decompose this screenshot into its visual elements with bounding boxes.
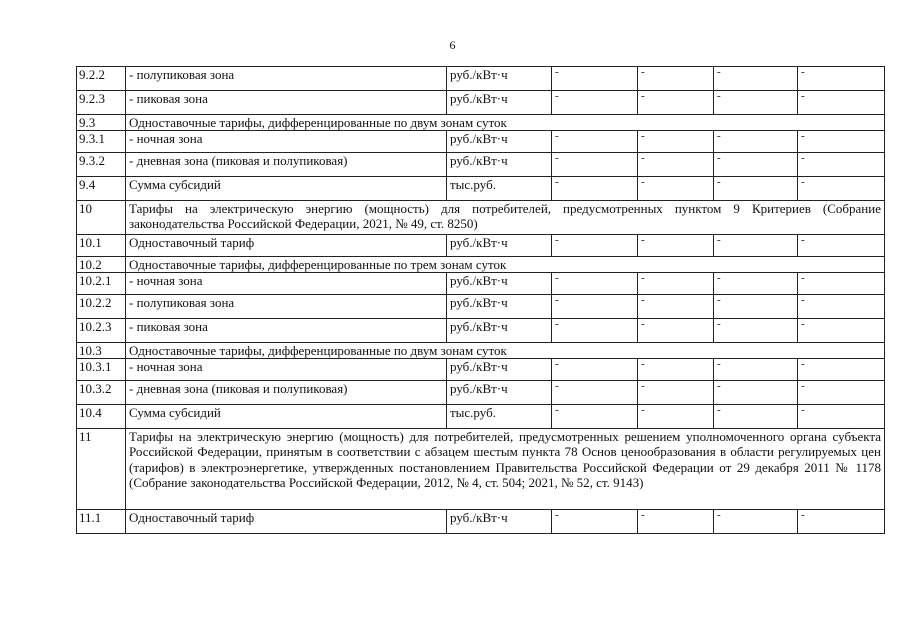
row-value: - xyxy=(714,295,798,319)
row-label: - ночная зона xyxy=(126,131,447,153)
row-value: - xyxy=(638,91,714,115)
row-value: - xyxy=(552,91,638,115)
row-value: - xyxy=(714,359,798,381)
table-row xyxy=(77,510,885,534)
row-value: - xyxy=(714,510,798,534)
row-number: 11 xyxy=(77,429,126,510)
row-number: 10.4 xyxy=(77,405,126,429)
row-unit: руб./кВт·ч xyxy=(447,153,552,177)
row-number: 10.3.2 xyxy=(77,381,126,405)
row-unit: руб./кВт·ч xyxy=(447,295,552,319)
table-row xyxy=(77,295,885,319)
row-value: - xyxy=(552,381,638,405)
row-label: Сумма субсидий xyxy=(126,177,447,201)
row-label: Сумма субсидий xyxy=(126,405,447,429)
row-value: - xyxy=(714,153,798,177)
row-unit: руб./кВт·ч xyxy=(447,510,552,534)
row-value: - xyxy=(798,91,885,115)
row-unit: руб./кВт·ч xyxy=(447,359,552,381)
row-number: 10.1 xyxy=(77,235,126,257)
row-unit: руб./кВт·ч xyxy=(447,91,552,115)
row-value: - xyxy=(798,405,885,429)
row-number: 10.2 xyxy=(77,257,126,273)
row-value: - xyxy=(552,319,638,343)
row-unit: руб./кВт·ч xyxy=(447,381,552,405)
row-value: - xyxy=(714,131,798,153)
row-number: 10.3 xyxy=(77,343,126,359)
row-value: - xyxy=(552,177,638,201)
row-value: - xyxy=(798,359,885,381)
row-value: - xyxy=(798,131,885,153)
section-title: Тарифы на электрическую энергию (мощность) для потребителей, предусмотренных решением уполномоченного органа субъекта Российской Федерации, принятым в соответствии с абзацем шестым пункта 78 Основ ценообразования в области регулируемых цен (тарифов) в электроэнергетике, утвержденных постановлением Правительства Российской Федерации от 29 декабря 2011 № 1178 (Собрание законодательства Российской Федерации, 2012, № 4, ст. 504; 2021, № 52, ст. 9143) xyxy=(126,429,885,510)
table-row xyxy=(77,67,885,91)
row-value: - xyxy=(798,273,885,295)
row-value: - xyxy=(638,319,714,343)
row-value: - xyxy=(552,359,638,381)
row-value: - xyxy=(798,235,885,257)
row-value: - xyxy=(552,131,638,153)
row-value: - xyxy=(638,405,714,429)
row-label: - полупиковая зона xyxy=(126,67,447,91)
row-label: - полупиковая зона xyxy=(126,295,447,319)
row-value: - xyxy=(552,153,638,177)
table-row xyxy=(77,319,885,343)
section-row xyxy=(77,343,885,359)
row-value: - xyxy=(552,235,638,257)
row-value: - xyxy=(798,510,885,534)
row-value: - xyxy=(638,273,714,295)
row-value: - xyxy=(552,510,638,534)
section-title: Одноставочные тарифы, дифференцированные по двум зонам суток xyxy=(126,115,885,131)
row-label: Одноставочный тариф xyxy=(126,510,447,534)
row-value: - xyxy=(714,235,798,257)
row-number: 9.2.2 xyxy=(77,67,126,91)
section-row xyxy=(77,115,885,131)
table-row xyxy=(77,273,885,295)
row-number: 9.3.2 xyxy=(77,153,126,177)
row-value: - xyxy=(798,319,885,343)
row-value: - xyxy=(638,381,714,405)
row-number: 9.2.3 xyxy=(77,91,126,115)
row-value: - xyxy=(638,177,714,201)
table-row xyxy=(77,359,885,381)
row-value: - xyxy=(638,359,714,381)
section-title: Тарифы на электрическую энергию (мощность) для потребителей, предусмотренных пунктом 9 Критериев (Собрание законодательства Российской Федерации, 2021, № 49, ст. 8250) xyxy=(126,201,885,235)
section-row xyxy=(77,429,885,510)
row-value: - xyxy=(798,153,885,177)
row-value: - xyxy=(638,67,714,91)
row-value: - xyxy=(638,295,714,319)
row-number: 10.3.1 xyxy=(77,359,126,381)
row-unit: тыс.руб. xyxy=(447,177,552,201)
row-value: - xyxy=(552,405,638,429)
row-number: 9.3 xyxy=(77,115,126,131)
row-value: - xyxy=(552,273,638,295)
section-row xyxy=(77,257,885,273)
row-unit: руб./кВт·ч xyxy=(447,319,552,343)
row-value: - xyxy=(798,177,885,201)
row-label: - дневная зона (пиковая и полупиковая) xyxy=(126,381,447,405)
row-unit: руб./кВт·ч xyxy=(447,67,552,91)
row-value: - xyxy=(714,91,798,115)
table-row xyxy=(77,235,885,257)
row-number: 10.2.3 xyxy=(77,319,126,343)
row-label: - ночная зона xyxy=(126,273,447,295)
row-number: 10.2.1 xyxy=(77,273,126,295)
row-number: 9.3.1 xyxy=(77,131,126,153)
row-label: Одноставочный тариф xyxy=(126,235,447,257)
tariff-table xyxy=(76,66,885,534)
row-value: - xyxy=(552,67,638,91)
row-unit: руб./кВт·ч xyxy=(447,131,552,153)
row-value: - xyxy=(714,177,798,201)
row-value: - xyxy=(638,153,714,177)
row-unit: руб./кВт·ч xyxy=(447,235,552,257)
table-row xyxy=(77,381,885,405)
row-value: - xyxy=(798,381,885,405)
row-value: - xyxy=(552,295,638,319)
row-number: 10.2.2 xyxy=(77,295,126,319)
table-row xyxy=(77,153,885,177)
row-label: - пиковая зона xyxy=(126,319,447,343)
row-value: - xyxy=(798,67,885,91)
row-value: - xyxy=(714,319,798,343)
row-value: - xyxy=(714,67,798,91)
row-label: - дневная зона (пиковая и полупиковая) xyxy=(126,153,447,177)
page-number: 6 xyxy=(449,38,456,52)
row-value: - xyxy=(714,405,798,429)
table-row xyxy=(77,177,885,201)
row-unit: тыс.руб. xyxy=(447,405,552,429)
section-row xyxy=(77,201,885,235)
row-number: 11.1 xyxy=(77,510,126,534)
row-value: - xyxy=(638,131,714,153)
table-row xyxy=(77,405,885,429)
row-label: - ночная зона xyxy=(126,359,447,381)
row-label: - пиковая зона xyxy=(126,91,447,115)
table-row xyxy=(77,131,885,153)
section-title: Одноставочные тарифы, дифференцированные по двум зонам суток xyxy=(126,343,885,359)
row-number: 9.4 xyxy=(77,177,126,201)
row-value: - xyxy=(638,235,714,257)
row-value: - xyxy=(714,273,798,295)
row-number: 10 xyxy=(77,201,126,235)
row-value: - xyxy=(638,510,714,534)
row-unit: руб./кВт·ч xyxy=(447,273,552,295)
row-value: - xyxy=(714,381,798,405)
row-value: - xyxy=(798,295,885,319)
table-row xyxy=(77,91,885,115)
section-title: Одноставочные тарифы, дифференцированные по трем зонам суток xyxy=(126,257,885,273)
